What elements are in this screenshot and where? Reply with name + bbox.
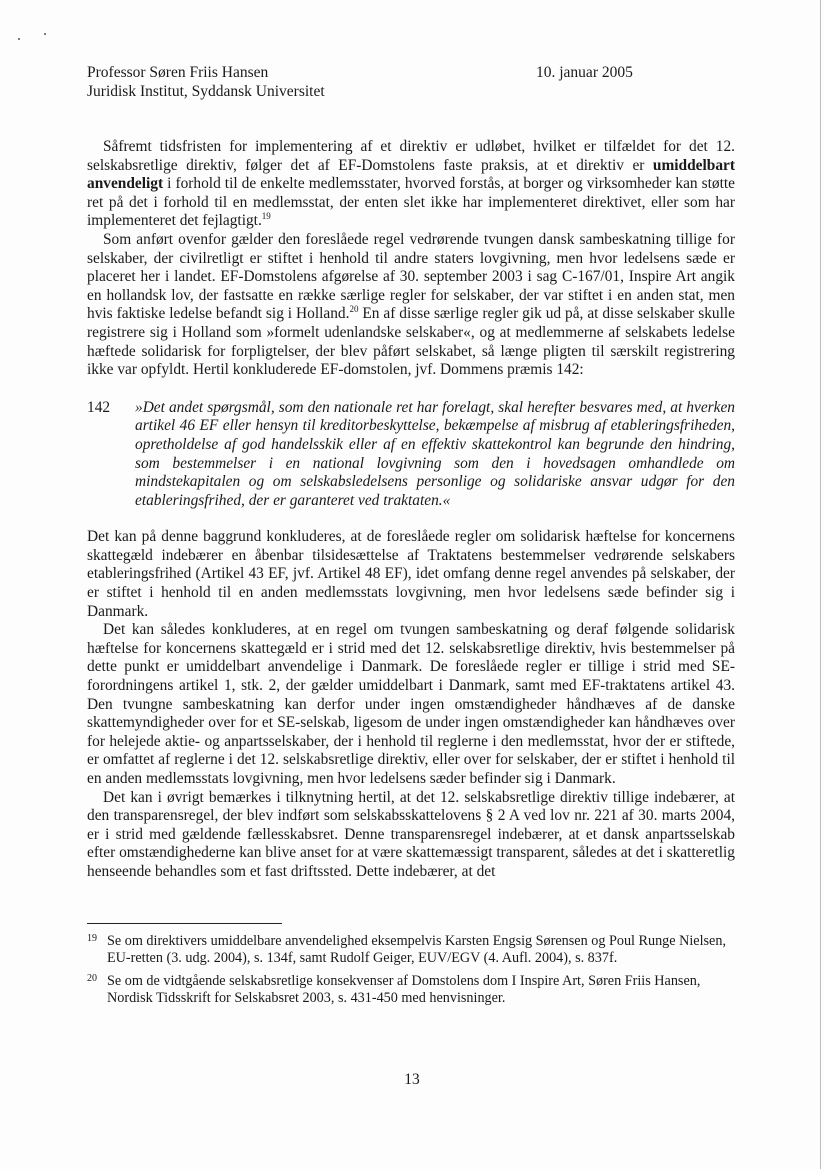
footnote-number: 20	[87, 973, 97, 984]
footnote-ref-20[interactable]: 20	[349, 304, 359, 315]
quote-paragraph-number: 142	[87, 398, 111, 416]
paragraph-3: Det kan på denne baggrund konkluderes, at de foreslåede regler om solidarisk hæftelse for koncernens skattegæld indebærer en åbenbar tilsidesættelse af Traktatens bestemmelser vedrørende selskabers etableringsfrihed (Artikel 43 EF, jvf. Artikel 48 EF), idet omfang denne regel anvendes på selskaber, der er stiftet i henhold til en anden medlemsstats lovgivning, men hvor ledelsens sæde befinder sig i Danmark.	[87, 528, 735, 620]
scan-speck	[44, 33, 46, 35]
page-number: 13	[404, 1071, 420, 1088]
footnote-text: Se om direktivers umiddelbare anvendelighed eksempelvis Karsten Engsig Sørensen og Poul Runge Nielsen, EU-retten (3. udg. 2004), s. 134f, samt Rudolf Geiger, EUV/EGV (4. Aufl. 2004), s. 837f.	[107, 933, 726, 966]
institution: Juridisk Institut, Syddansk Universitet	[87, 83, 325, 100]
emphasis-bold: umiddelbart anvendeligt	[87, 156, 735, 193]
header-date: 10. januar 2005	[536, 64, 633, 81]
author-name: Professor Søren Friis Hansen	[87, 64, 269, 81]
main-text	[87, 138, 735, 882]
footnote-ref-19[interactable]: 19	[261, 211, 271, 222]
paragraph-2: Som anført ovenfor gælder den foreslåede regel vedrørende tvungen dansk sambeskatning tillige for selskaber, der civilretligt er stiftet i henhold til andre staters lovgivning, men hvor ledelsens sæde er placeret her i landet. EF-Domstolens afgørelse af 30. september 2003 i sag C-167/01, Inspire Art angik en hollandsk lov, der fastsatte en række særlige regler for selskaber, der var stiftet i en anden stat, men hvis faktiske ledelse befandt sig i Holland.$^{20}$ En af disse særlige regler gik ud på, at disse selskaber skulle registrere sig i Holland som »formelt udenlandske selskaber«, og at medlemmerne af selskabets ledelse hæftede solidarisk for forpligtelser, der blev påført selskabet, så længe pligten til særskilt registrering ikke var opfyldt. Hertil konkluderede EF-domstolen, jvf. Dommens præmis 142:	[87, 230, 735, 379]
quote-text: »Det andet spørgsmål, som den nationale ret har forelagt, skal herefter besvares med, at hverken artikel 46 EF eller hensyn til kreditorbeskyttelse, bekæmpelse af misbrug af etableringsfriheden, opretholdelse af god handelsskik eller af en effektiv skattekontrol kan begrunde den hindring, som bestemmelser i en national lovgivning som den i hovedsagen omhandlede om mindstekapitalen og om selskabsledelsens personlige og solidariske ansvar udgør for den etableringsfrihed, der er garanteret ved traktaten.«	[135, 398, 735, 509]
footnote-20	[87, 973, 727, 1006]
scan-speck	[18, 38, 20, 40]
footnote-19	[87, 933, 727, 966]
header-left	[87, 63, 325, 101]
block-quote	[87, 399, 735, 511]
paragraph-4: Det kan således konkluderes, at en regel om tvungen sambeskatning og deraf følgende solidarisk hæftelse for koncernens skattegæld er i strid med det 12. selskabsretlige direktiv, hvis bestemmelser på dette punkt er umiddelbart anvendelige i Danmark. De foreslåede regler er tillige i strid med SE-forordningens artikel 1, stk. 2, der gælder umiddelbart i Danmark, samt med EF-traktatens artikel 43. Den tvungne sambeskatning kan derfor under ingen omstændigheder håndhæves af de danske skattemyndigheder over for et SE-selskab, ligesom de under ingen omstændigheder kan håndhæves over for helejede aktie- og anpartsselskaber, der i henhold til reglerne i den medlemsstat, hvor der er stiftede, er omfattet af reglerne i det 12. selskabsretlige direktiv, eller over for selskaber, der er stiftet i henhold til en anden medlemsstats lovgivning, men hvor ledelsens sæder befinder sig i Danmark.	[87, 621, 735, 787]
footnote-separator	[87, 923, 282, 924]
paragraph-1: Såfremt tidsfristen for implementering af et direktiv er udløbet, hvilket er tilfældet for det 12. selskabsretlige direktiv, følger det af EF-Domstolens faste praksis, at et direktiv er umiddelbart anvendeligt i forhold til de enkelte medlemsstater, hvorved forstås, at borger og virksomheder kan støtte ret på det i forhold til en medlemsstat, der enten slet ikke har implementeret direktivet, eller som har implementeret det fejlagtigt.$^{19}$	[87, 138, 735, 230]
page-edge	[820, 0, 821, 1169]
paragraph-5: Det kan i øvrigt bemærkes i tilknytning hertil, at det 12. selskabsretlige direktiv tillige indebærer, at den transparensregel, der blev indført som selskabsskattelovens § 2 A ved lov nr. 221 af 30. marts 2004, er i strid med gældende fællesskabsret. Denne transparensregel indebærer, at et dansk anpartsselskab efter omstændighederne kan blive anset for at være skattemæssigt transparent, således at det i skatteretlig henseende behandles som et fast driftssted. Dette indebærer, at det	[87, 788, 735, 880]
footnote-number: 19	[87, 933, 97, 944]
footnote-text: Se om de vidtgående selskabsretlige konsekvenser af Domstolens dom I Inspire Art, Søren Friis Hansen, Nordisk Tidsskrift for Selskabsret 2003, s. 431-450 med henvisninger.	[107, 973, 701, 1006]
